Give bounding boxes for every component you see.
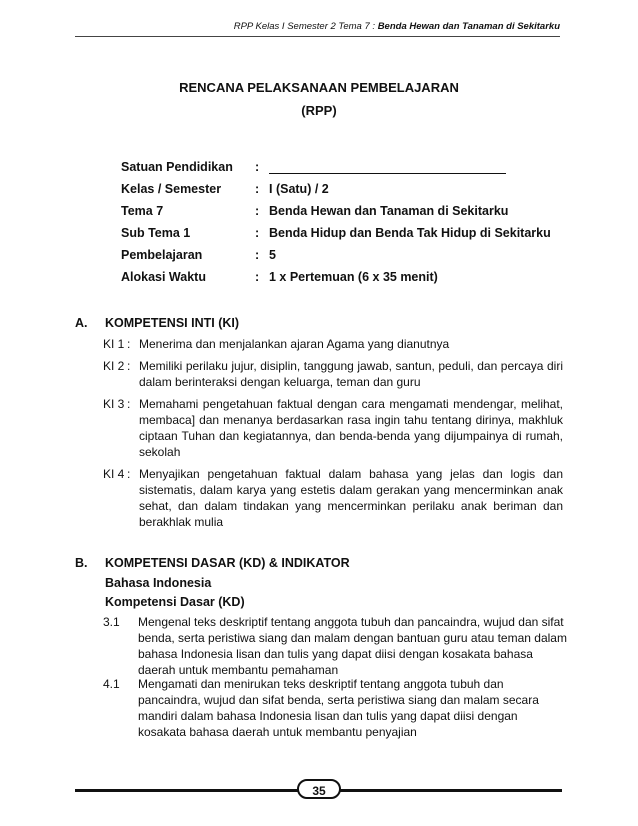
identity-colon: :: [255, 270, 260, 284]
document-subtitle: (RPP): [301, 103, 337, 118]
ki-colon: :: [127, 397, 131, 411]
ki-colon: :: [127, 337, 131, 351]
kd-text: Mengenal teks deskriptif tentang anggota tubuh dan pancaindra, wujud dan sifat benda, serta peristiwa siang dan malam dengan bantuan guru atau teman dalam bahasa Indonesia lisan dan tulis yang dapat diisi dengan kosakata bahasa daerah untuk membantu pemahaman: [138, 615, 567, 677]
kd-number: 3.1: [103, 615, 120, 629]
ki-number: KI 3: [103, 397, 125, 411]
footer-rule-left: [75, 789, 299, 792]
ki-text: Memahami pengetahuan faktual dengan cara mengamati mendengar, melihat, membaca] dan menanya berdasarkan rasa ingin tahu tentang dirinya, makhluk ciptaan Tuhan dan kegiatannya, dan benda-benda yang dijumpainya di rumah, sekolah: [139, 397, 563, 459]
section-letter: A.: [75, 316, 88, 330]
identity-value: 5: [269, 248, 276, 262]
ki-colon: :: [127, 467, 131, 481]
identity-blank-line: [269, 161, 506, 174]
identity-row-lesson: [121, 244, 551, 266]
ki-number: KI 1: [103, 337, 125, 351]
ki-text: Menyajikan pengetahuan faktual dalam bahasa yang jelas dan logis dan sistematis, dalam karya yang estetis dalam gerakan yang mencerminkan anak sehat, dan dalam tindakan yang mencerminkan perilaku anak beriman dan berakhlak mulia: [139, 467, 563, 529]
kd-item: [103, 614, 568, 678]
identity-value: Benda Hidup dan Benda Tak Hidup di Sekitarku: [269, 226, 551, 240]
identity-colon: :: [255, 204, 260, 218]
kd-subheading: Kompetensi Dasar (KD): [105, 595, 245, 609]
ki-text: Menerima dan menjalankan ajaran Agama yang dianutnya: [139, 337, 450, 351]
identity-colon: :: [255, 226, 260, 240]
identity-label: Satuan Pendidikan: [121, 160, 233, 174]
identity-table: [121, 156, 551, 288]
section-letter: B.: [75, 556, 88, 570]
ki-colon: :: [127, 359, 131, 373]
identity-row-class: [121, 178, 551, 200]
header-prefix: RPP Kelas I Semester 2 Tema 7 :: [233, 21, 378, 32]
ki-item: [103, 396, 563, 460]
ki-item: [103, 358, 563, 390]
identity-label: Pembelajaran: [121, 248, 203, 262]
identity-label: Kelas / Semester: [121, 182, 222, 196]
identity-label: Tema 7: [121, 204, 164, 218]
ki-item: [103, 336, 563, 352]
running-header: [0, 21, 560, 32]
header-rule: [75, 36, 560, 37]
identity-colon: :: [255, 160, 260, 174]
identity-value: Benda Hewan dan Tanaman di Sekitarku: [269, 204, 509, 218]
ki-number: KI 4: [103, 467, 125, 481]
identity-row-school: [121, 156, 551, 178]
footer-rule-right: [339, 789, 562, 792]
section-b-heading: [75, 556, 350, 570]
ki-item: [103, 466, 563, 530]
subject-heading: Bahasa Indonesia: [105, 576, 212, 590]
kd-text: Mengamati dan menirukan teks deskriptif tentang anggota tubuh dan pancaindra, wujud dan sifat benda, serta peristiwa siang dan malam secara mandiri dalam bahasa Indonesia lisan dan tulis yang dapat diisi dengan kosakata bahasa daerah untuk membantu penyajian: [138, 677, 539, 739]
page-number: 35: [297, 779, 341, 799]
identity-row-subtheme: [121, 222, 551, 244]
document-title: RENCANA PELAKSANAAN PEMBELAJARAN: [179, 80, 459, 95]
identity-label: Alokasi Waktu: [121, 270, 206, 284]
kd-number: 4.1: [103, 677, 120, 691]
section-title: KOMPETENSI DASAR (KD) & INDIKATOR: [105, 556, 350, 570]
ki-list: [103, 336, 563, 536]
identity-value: 1 x Pertemuan (6 x 35 menit): [269, 270, 438, 284]
kd-item: [103, 676, 568, 740]
section-title: KOMPETENSI INTI (KI): [105, 316, 240, 330]
section-a-heading: [75, 316, 239, 330]
identity-label: Sub Tema 1: [121, 226, 191, 240]
ki-number: KI 2: [103, 359, 125, 373]
identity-colon: :: [255, 182, 260, 196]
identity-row-time: [121, 266, 551, 288]
identity-row-theme: [121, 200, 551, 222]
identity-colon: :: [255, 248, 260, 262]
ki-text: Memiliki perilaku jujur, disiplin, tanggung jawab, santun, peduli, dan percaya diri dalam berinteraksi dengan keluarga, teman dan guru: [139, 359, 563, 389]
header-theme: Benda Hewan dan Tanaman di Sekitarku: [377, 21, 560, 32]
identity-value: I (Satu) / 2: [269, 182, 329, 196]
